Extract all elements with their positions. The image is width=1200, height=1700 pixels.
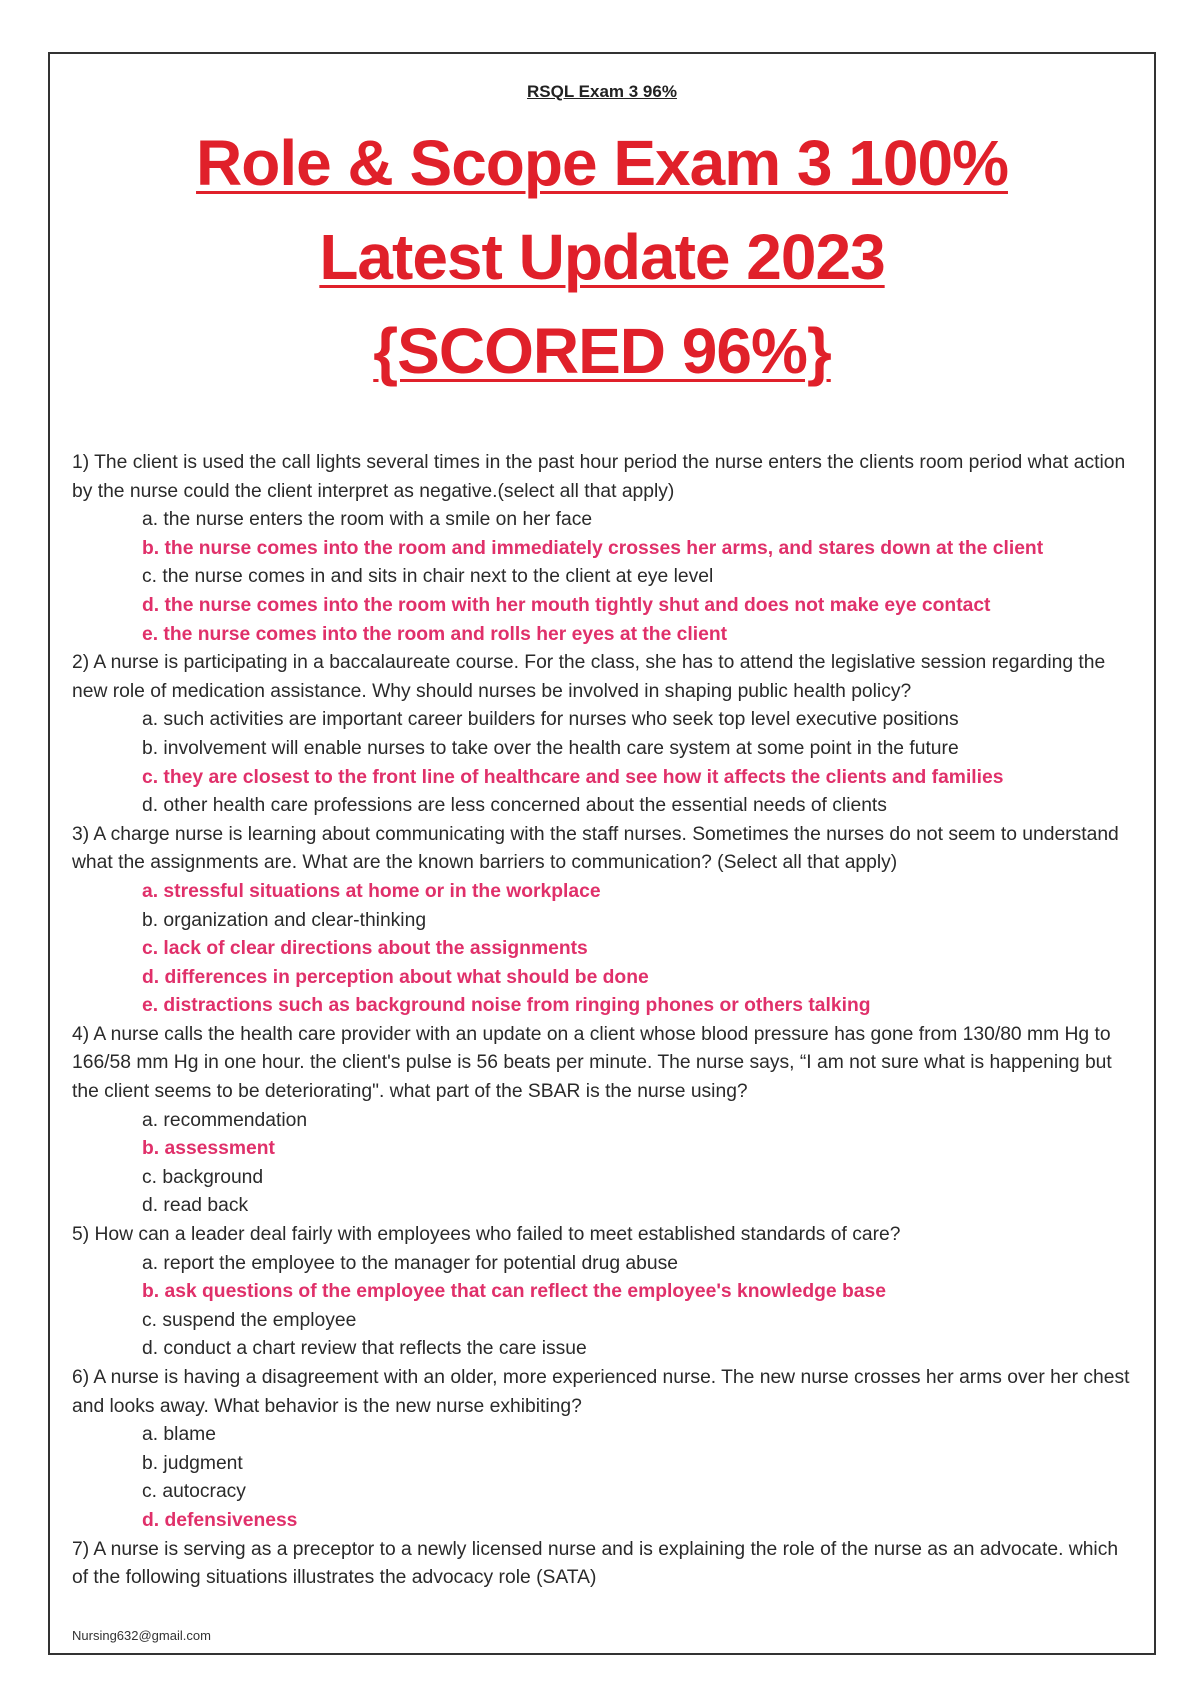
answer-option: d. conduct a chart review that reflects the care issue [142, 1338, 587, 1360]
answer-option: c. suspend the employee [142, 1309, 357, 1331]
answer-option: d. read back [142, 1195, 249, 1217]
answer-option-correct: b. ask questions of the employee that can reflect the employee's knowledge base [142, 1281, 886, 1303]
answer-option: a. report the employee to the manager for potential drug abuse [142, 1252, 678, 1274]
question-block [72, 1021, 1134, 1221]
answer-option-correct: e. the nurse comes into the room and rolls her eyes at the client [142, 623, 728, 645]
answer-option-correct: c. lack of clear directions about the assignments [142, 938, 588, 960]
answer-option-correct: d. the nurse comes into the room with her mouth tightly shut and does not make eye contact [142, 594, 991, 616]
answer-options [72, 506, 1134, 649]
answer-options [72, 1250, 1134, 1364]
question-block [72, 821, 1134, 1021]
answer-option: a. the nurse enters the room with a smile on her face [142, 509, 593, 531]
question-text: 7) A nurse is serving as a preceptor to a newly licensed nurse and is explaining the role of the nurse as an advocate. which of the following situations illustrates the advocacy role (SATA) [72, 1538, 1119, 1589]
answer-option-correct: d. defensiveness [142, 1509, 298, 1531]
answer-option: b. involvement will enable nurses to take over the health care system at some point in the future [142, 737, 959, 759]
answer-option: c. autocracy [142, 1481, 246, 1503]
answer-option: a. such activities are important career builders for nurses who seek top level executive positions [142, 709, 959, 731]
answer-option-correct: b. the nurse comes into the room and immediately crosses her arms, and stares down at the client [142, 537, 1044, 559]
answer-options [72, 1107, 1134, 1221]
title-line-3: {SCORED 96%} [373, 315, 831, 387]
question-block [72, 1221, 1134, 1364]
question-list [72, 449, 1134, 1593]
answer-option: a. blame [142, 1424, 216, 1446]
question-block [72, 1536, 1134, 1593]
question-text: 5) How can a leader deal fairly with employees who failed to meet established standards of care? [72, 1224, 901, 1246]
answer-option: a. recommendation [142, 1109, 308, 1131]
answer-options [72, 878, 1134, 1021]
answer-option-correct: e. distractions such as background noise from ringing phones or others talking [142, 995, 871, 1017]
header-title: RSQL Exam 3 96% [527, 82, 677, 101]
title-line-1: Role & Scope Exam 3 100% [196, 127, 1008, 199]
document-title [50, 116, 1154, 398]
answer-options [72, 1421, 1134, 1535]
answer-option-correct: c. they are closest to the front line of healthcare and see how it affects the clients and families [142, 766, 1004, 788]
question-text: 4) A nurse calls the health care provider with an update on a client whose blood pressure has gone from 130/80 mm Hg to 166/58 mm Hg in one hour. the client's pulse is 56 beats per minute. The nurse says, “I am not sure what is happening but the client seems to be deteriorating". what part of the SBAR is the nurse using? [72, 1023, 1112, 1103]
answer-option-correct: a. stressful situations at home or in the workplace [142, 880, 601, 902]
answer-option: b. judgment [142, 1452, 243, 1474]
answer-options [72, 706, 1134, 820]
answer-option: c. background [142, 1166, 264, 1188]
answer-option: d. other health care professions are less concerned about the essential needs of clients [142, 795, 887, 817]
answer-option: c. the nurse comes in and sits in chair next to the client at eye level [142, 566, 714, 588]
question-text: 3) A charge nurse is learning about communicating with the staff nurses. Sometimes the nurses do not seem to understand what the assignments are. What are the known barriers to communication? (Select all that apply) [72, 823, 1119, 874]
footer-email: Nursing632@gmail.com [72, 1628, 211, 1643]
question-text: 2) A nurse is participating in a baccalaureate course. For the class, she has to attend the legislative session regarding the new role of medication assistance. Why should nurses be involved in shaping public health policy? [72, 652, 1106, 702]
title-line-2: Latest Update 2023 [319, 221, 885, 293]
document-page [48, 52, 1156, 1655]
question-block [72, 649, 1134, 821]
answer-option-correct: d. differences in perception about what should be done [142, 966, 649, 988]
question-block [72, 1364, 1134, 1536]
question-text: 6) A nurse is having a disagreement with an older, more experienced nurse. The new nurse crosses her arms over her chest and looks away. What behavior is the new nurse exhibiting? [72, 1367, 1130, 1417]
answer-option: b. organization and clear-thinking [142, 909, 427, 931]
answer-option-correct: b. assessment [142, 1138, 275, 1160]
question-block [72, 449, 1134, 649]
question-text: 1) The client is used the call lights several times in the past hour period the nurse enters the clients room period what action by the nurse could the client interpret as negative.(select all that apply) [72, 452, 1126, 502]
